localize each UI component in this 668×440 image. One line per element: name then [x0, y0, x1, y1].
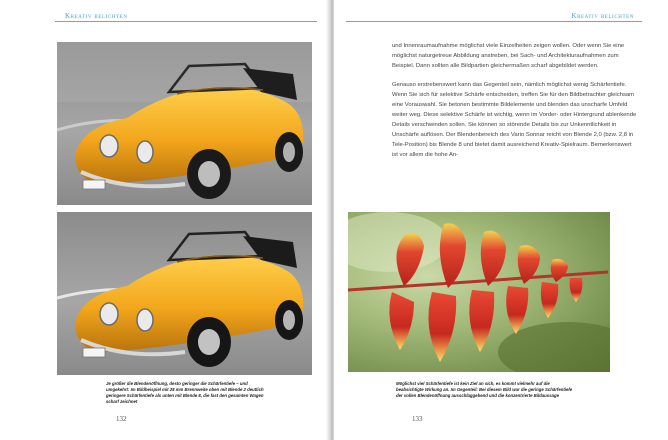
- running-header-text: Kreativ belichten: [571, 12, 634, 20]
- paragraph: und Innenraumaufnahme möglichst viele Einzelheiten zeigen wollen. Oder wenn Sie eine möglichst naturgetreue Abbildung anstreben, bei Sach- und Architekturaufnahmen zum Beispiel. Dann sollten alle Bildpartien gleichermaßen scharf abgebildet werden.: [392, 43, 625, 69]
- running-header-left: [55, 12, 317, 22]
- running-header-right: [346, 12, 642, 22]
- car-photo-top: [57, 42, 312, 205]
- car-photo-bottom: [57, 212, 312, 375]
- figure-caption-right: Möglichst viel Schärfentiefe ist kein Ziel an sich, es kommt vielmehr auf die beabsichtigte Wirkung an. Im Gegenteil: Bei diesem Bild war die geringe Schärfentiefe der vollen Blendenöffnung ausschlaggebend und die konzentrierte Bildaussage: [396, 381, 573, 398]
- heliconia-flower-photo: [348, 212, 610, 372]
- body-text: [392, 41, 638, 160]
- left-page: [0, 0, 330, 440]
- figure-caption-left: Je größer die Blendenöffnung, desto geringer die Schärfentiefe – und umgekehrt: Im Bildbeispiel mit 28 mm Brennweite oben mit Blende 2 deutlich geringere Schärfentiefe als unten mit Blende 8, die fast den gesamten Wagen scharf zeichnet: [106, 381, 264, 404]
- page-number-right: 133: [412, 415, 423, 423]
- paragraph: Genauso erstrebenswert kann das Gegenteil sein, nämlich möglichst wenig Schärfentiefe. Wenn Sie sich für selektive Schärfe entscheiden, treffen Sie für den Bildbetrachter gleichsam eine Vorauswahl. Sie betonen bestimmte Bildelemente und blenden das unscharfe Umfeld weiter weg. Diese selektive Schärfe ist wichtig, wenn im Vorder- oder Hintergrund ablenkende Details verschwinden sollen. Sie können so störende Details bis zur Unkenntlichkeit in Unschärfe auflösen. Der Blendenbereich des Vario Sonnar reicht von Blende 2,0 (bzw. 2,8 in Tele-Position) bis Blende 8 und bietet damit ausreichend Kreativ-Spielraum. Bemerkenswert ist vor allem die hohe An-: [392, 82, 637, 158]
- right-page: [334, 0, 668, 440]
- running-header-text: Kreativ belichten: [65, 12, 128, 20]
- page-number-left: 132: [116, 415, 127, 423]
